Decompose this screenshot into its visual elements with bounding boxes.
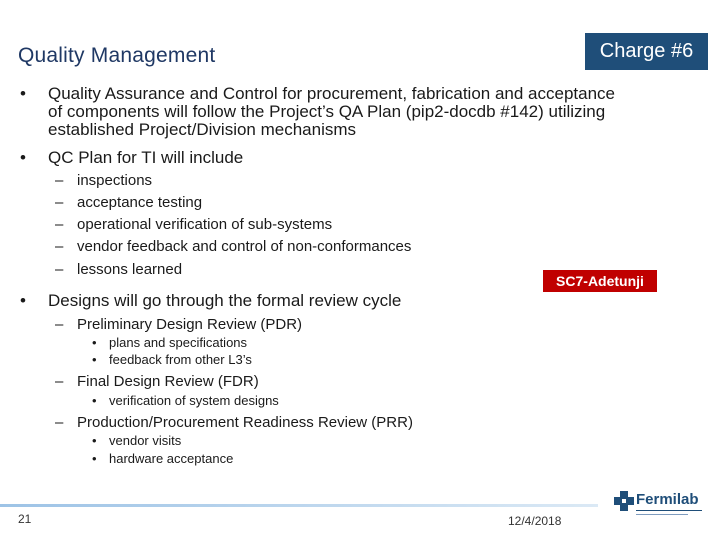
dash-mark: – [55, 373, 64, 390]
dash-mark: – [55, 216, 64, 233]
dash-mark: – [55, 414, 64, 431]
bullet-mark: • [92, 451, 97, 466]
slide-title: Quality Management [18, 44, 216, 67]
fermilab-logo-icon [614, 491, 634, 511]
qc-item-text: operational verification of sub-systems [77, 216, 333, 233]
bullet-mark: • [20, 291, 26, 310]
qc-plan-text: QC Plan for TI will include [48, 148, 244, 167]
dash-mark: – [55, 194, 64, 211]
designs-text: Designs will go through the formal review cycle [48, 291, 402, 310]
logo-underline [636, 510, 702, 511]
pdr-sub-text: plans and specifications [109, 335, 248, 350]
dash-mark: – [55, 316, 64, 333]
bullet-mark: • [92, 433, 97, 448]
qc-item-text: vendor feedback and control of non-conformances [77, 238, 412, 255]
qc-item-text: acceptance testing [77, 194, 203, 211]
fdr-text: Final Design Review (FDR) [77, 373, 259, 390]
charge-badge: Charge #6 [585, 33, 708, 70]
footer-divider [0, 504, 598, 507]
qc-item-text: inspections [77, 172, 153, 189]
bullet-mark: • [92, 352, 97, 367]
footer-date: 12/4/2018 [508, 514, 562, 528]
bullet-mark: • [20, 148, 26, 167]
bullet-mark: • [20, 84, 26, 103]
logo-text: Fermilab [636, 491, 699, 508]
qa-line-1: Quality Assurance and Control for procurement, fabrication and acceptance [48, 84, 615, 103]
reviewer-tag: SC7-Adetunji [543, 270, 657, 292]
qc-item-text: lessons learned [77, 261, 183, 278]
pdr-sub-text: feedback from other L3’s [109, 352, 252, 367]
pdr-text: Preliminary Design Review (PDR) [77, 316, 303, 333]
qa-line-3: established Project/Division mechanisms [48, 120, 357, 139]
fdr-sub-text: verification of system designs [109, 393, 279, 408]
logo-subline [636, 514, 688, 515]
dash-mark: – [55, 172, 64, 189]
bullet-mark: • [92, 335, 97, 350]
fermilab-logo [614, 491, 704, 521]
bullet-mark: • [92, 393, 97, 408]
prr-sub-text: hardware acceptance [109, 451, 234, 466]
dash-mark: – [55, 238, 64, 255]
page-number: 21 [18, 512, 32, 526]
qa-line-2: of components will follow the Project’s QA Plan (pip2-docdb #142) utilizing [48, 102, 606, 121]
prr-text: Production/Procurement Readiness Review (PRR) [77, 414, 413, 431]
dash-mark: – [55, 261, 64, 278]
prr-sub-text: vendor visits [109, 433, 182, 448]
